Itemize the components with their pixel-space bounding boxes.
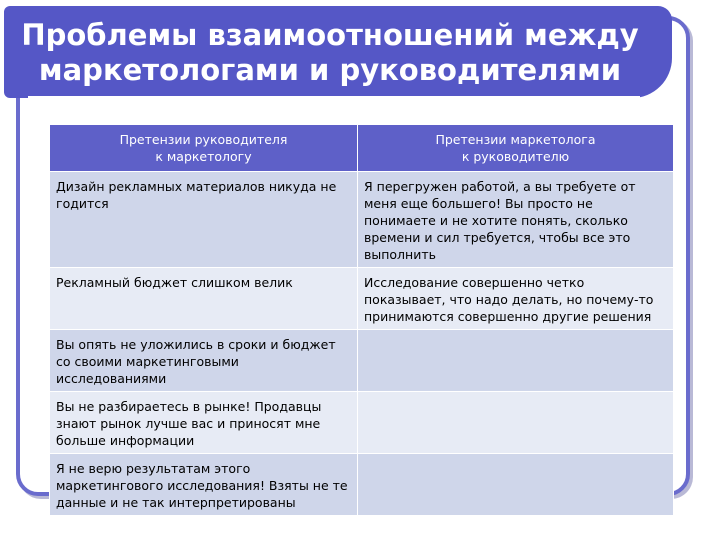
manager-claim-cell: Рекламный бюджет слишком велик: [50, 268, 358, 330]
marketer-claim-cell: [358, 454, 674, 516]
marketer-claim-cell: Я перегружен работой, а вы требуете от меня еще большего! Вы просто не понимаете и не хотите понять, сколько времени и сил требуется, чтобы все это выполнить: [358, 172, 674, 268]
table-row: [50, 454, 674, 516]
title-underline: [28, 96, 640, 99]
manager-claim-cell: Дизайн рекламных материалов никуда не годится: [50, 172, 358, 268]
title-banner: [4, 6, 672, 98]
marketer-claim-cell: [358, 392, 674, 454]
manager-claim-cell: Вы опять не уложились в сроки и бюджет со своими маркетинговыми исследованиями: [50, 330, 358, 392]
comparison-table: [49, 124, 674, 516]
marketer-claim-cell: Исследование совершенно четко показывает, что надо делать, но почему-то принимаются совершенно другие решения: [358, 268, 674, 330]
header-marketer-claims: Претензии маркетолога к руководителю: [358, 125, 674, 172]
table-header-row: [50, 125, 674, 172]
header-manager-claims: Претензии руководителя к маркетологу: [50, 125, 358, 172]
table-row: [50, 392, 674, 454]
table-row: [50, 172, 674, 268]
marketer-claim-cell: [358, 330, 674, 392]
table-row: [50, 330, 674, 392]
manager-claim-cell: Вы не разбираетесь в рынке! Продавцы знают рынок лучше вас и приносят мне больше информации: [50, 392, 358, 454]
manager-claim-cell: Я не верю результатам этого маркетингового исследования! Взяты не те данные и не так интерпретированы: [50, 454, 358, 516]
table-row: [50, 268, 674, 330]
slide-title: Проблемы взаимоотношений между маркетологами и руководителями: [21, 18, 639, 87]
